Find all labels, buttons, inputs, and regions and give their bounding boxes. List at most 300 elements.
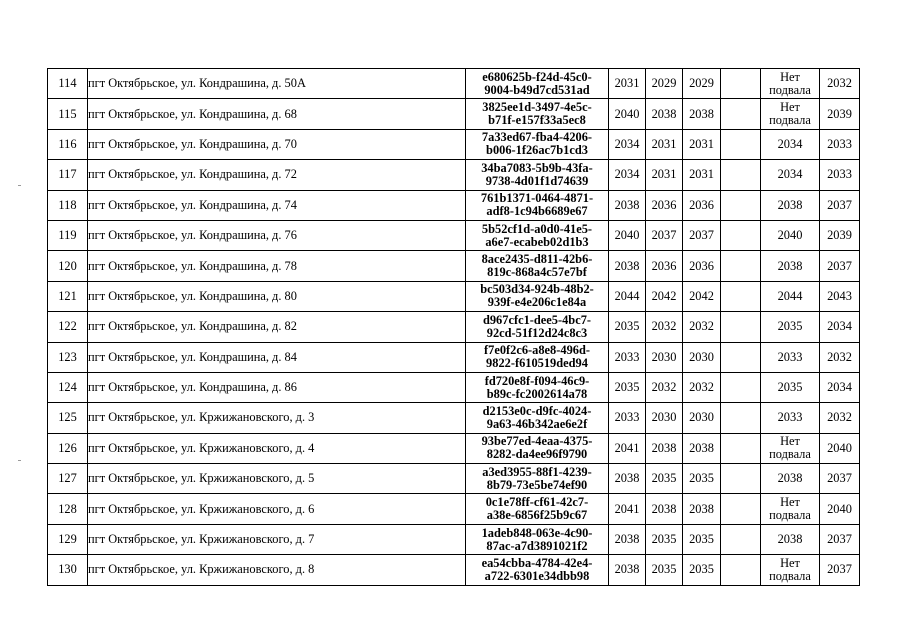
fias-guid-cell <box>466 342 609 372</box>
address-cell <box>88 99 466 129</box>
address-cell <box>88 251 466 281</box>
basement-year-cell <box>761 129 820 159</box>
cell-last: 2037 <box>827 562 852 577</box>
address-cell <box>88 190 466 220</box>
cell-n: 123 <box>58 349 77 364</box>
cell-y2: 2036 <box>651 197 677 212</box>
cell-basement-1: 2040 <box>777 228 803 243</box>
cell-y3: 2030 <box>689 410 714 425</box>
basement-year-cell <box>761 220 820 250</box>
year-cell-3 <box>683 524 721 554</box>
row-number <box>48 433 88 463</box>
cell-basement-1: Нет <box>780 69 800 84</box>
cell-address: пгт Октябрьское, ул. Кржижановского, д. 7 <box>88 532 315 547</box>
cell-last: 2037 <box>827 471 852 486</box>
cell-last: 2037 <box>827 532 852 547</box>
row-number <box>48 342 88 372</box>
basement-year-cell <box>761 281 820 311</box>
cell-basement-1: 2038 <box>777 532 803 547</box>
fias-guid-cell <box>466 190 609 220</box>
cell-address: пгт Октябрьское, ул. Кондрашина, д. 74 <box>88 197 297 212</box>
basement-year-cell <box>761 524 820 554</box>
year-cell-3 <box>683 99 721 129</box>
fias-guid-cell <box>466 433 609 463</box>
cell-last: 2037 <box>827 197 852 212</box>
empty-cell <box>721 220 761 250</box>
row-number <box>48 160 88 190</box>
year-cell-3 <box>683 342 721 372</box>
year-cell-1 <box>609 372 646 402</box>
cell-basement-1: 2038 <box>777 471 803 486</box>
table-row <box>48 372 860 402</box>
year-cell-2 <box>646 190 683 220</box>
year-cell-last <box>820 312 860 342</box>
cell-n: 127 <box>58 471 77 486</box>
cell-address: пгт Октябрьское, ул. Кондрашина, д. 68 <box>88 106 297 121</box>
cell-y2: 2032 <box>651 319 677 334</box>
year-cell-1 <box>609 524 646 554</box>
basement-year-cell <box>761 69 820 99</box>
cell-basement-1: 2038 <box>777 197 803 212</box>
cell-guid-2: a38e-6856f25b9c67 <box>486 508 588 523</box>
cell-guid-1: 5b52cf1d-a0d0-41e5- <box>481 221 593 236</box>
address-cell <box>88 129 466 159</box>
cell-address: пгт Октябрьское, ул. Кондрашина, д. 82 <box>88 319 297 334</box>
table-row <box>48 69 860 99</box>
cell-basement-1: Нет <box>780 434 800 449</box>
row-number <box>48 251 88 281</box>
cell-y3: 2035 <box>689 532 714 547</box>
basement-year-cell <box>761 464 820 494</box>
address-cell <box>88 69 466 99</box>
cell-address: пгт Октябрьское, ул. Кондрашина, д. 86 <box>88 380 297 395</box>
cell-y3: 2038 <box>689 106 714 121</box>
cell-last: 2034 <box>827 380 852 395</box>
cell-basement-1: 2034 <box>777 167 803 182</box>
cell-address: пгт Октябрьское, ул. Кржижановского, д. 6 <box>88 501 315 516</box>
year-cell-1 <box>609 129 646 159</box>
empty-cell <box>721 129 761 159</box>
table-row <box>48 160 860 190</box>
housing-registry-table <box>47 68 860 586</box>
cell-guid-2: b006-1f26ac7b1cd3 <box>486 143 588 158</box>
cell-guid-1: ea54cbba-4784-42e4- <box>481 555 593 570</box>
cell-n: 115 <box>58 106 77 121</box>
year-cell-3 <box>683 69 721 99</box>
cell-address: пгт Октябрьское, ул. Кржижановского, д. 3 <box>88 410 315 425</box>
cell-guid-1: e680625b-f24d-45c0- <box>482 69 592 84</box>
year-cell-2 <box>646 555 683 585</box>
cell-guid-1: 8ace2435-d811-42b6- <box>481 252 593 267</box>
cell-y1: 2035 <box>614 319 640 334</box>
row-number <box>48 281 88 311</box>
cell-y3: 2036 <box>689 258 714 273</box>
fias-guid-cell <box>466 464 609 494</box>
cell-basement-2: подвала <box>769 113 811 128</box>
cell-address: пгт Октябрьское, ул. Кондрашина, д. 72 <box>88 167 297 182</box>
year-cell-2 <box>646 312 683 342</box>
cell-y2: 2038 <box>651 440 677 455</box>
cell-n: 121 <box>58 288 77 303</box>
fias-guid-cell <box>466 312 609 342</box>
empty-cell <box>721 69 761 99</box>
fias-guid-cell <box>466 494 609 524</box>
cell-guid-1: 3825ee1d-3497-4e5c- <box>482 100 592 115</box>
cell-basement-1: 2033 <box>777 410 803 425</box>
cell-y3: 2031 <box>689 136 714 151</box>
cell-guid-2: adf8-1c94b6689e67 <box>486 204 588 219</box>
cell-guid-2: 8282-da4ee96f9790 <box>486 447 588 462</box>
cell-n: 124 <box>58 380 77 395</box>
cell-last: 2032 <box>827 76 852 91</box>
table-row <box>48 433 860 463</box>
fias-guid-cell <box>466 129 609 159</box>
empty-cell <box>721 160 761 190</box>
cell-last: 2040 <box>827 501 852 516</box>
address-cell <box>88 342 466 372</box>
row-number <box>48 69 88 99</box>
year-cell-last <box>820 160 860 190</box>
cell-address: пгт Октябрьское, ул. Кондрашина, д. 50А <box>88 76 306 91</box>
year-cell-2 <box>646 342 683 372</box>
cell-guid-1: 93be77ed-4eaa-4375- <box>481 434 593 449</box>
cell-basement-2: подвала <box>769 447 811 462</box>
cell-basement-1: 2044 <box>777 288 803 303</box>
cell-address: пгт Октябрьское, ул. Кондрашина, д. 78 <box>88 258 297 273</box>
table-row <box>48 220 860 250</box>
cell-basement-2: подвала <box>769 82 811 97</box>
cell-y1: 2033 <box>614 410 640 425</box>
cell-guid-2: 87ac-a7d3891021f2 <box>486 538 588 553</box>
year-cell-2 <box>646 251 683 281</box>
cell-guid-1: 7a33ed67-fba4-4206- <box>481 130 593 145</box>
table-row <box>48 403 860 433</box>
address-cell <box>88 555 466 585</box>
cell-n: 128 <box>58 501 77 516</box>
row-number <box>48 524 88 554</box>
cell-basement-1: 2038 <box>777 258 803 273</box>
cell-last: 2032 <box>827 410 852 425</box>
year-cell-3 <box>683 160 721 190</box>
cell-guid-2: a722-6301e34dbb98 <box>484 568 590 583</box>
table-row <box>48 99 860 129</box>
cell-n: 130 <box>58 562 77 577</box>
address-cell <box>88 220 466 250</box>
year-cell-3 <box>683 494 721 524</box>
table-row <box>48 555 860 585</box>
year-cell-1 <box>609 99 646 129</box>
address-cell <box>88 372 466 402</box>
row-number <box>48 403 88 433</box>
fias-guid-cell <box>466 220 609 250</box>
year-cell-3 <box>683 190 721 220</box>
basement-year-cell <box>761 555 820 585</box>
table-row <box>48 524 860 554</box>
empty-cell <box>721 433 761 463</box>
cell-basement-1: Нет <box>780 495 800 510</box>
table-row <box>48 251 860 281</box>
empty-cell <box>721 312 761 342</box>
year-cell-3 <box>683 251 721 281</box>
empty-cell <box>721 99 761 129</box>
year-cell-last <box>820 555 860 585</box>
table-row <box>48 190 860 220</box>
year-cell-last <box>820 524 860 554</box>
year-cell-1 <box>609 312 646 342</box>
cell-y2: 2037 <box>651 228 677 243</box>
scan-mark <box>18 185 21 186</box>
cell-y2: 2035 <box>651 471 677 486</box>
year-cell-last <box>820 372 860 402</box>
fias-guid-cell <box>466 403 609 433</box>
year-cell-last <box>820 69 860 99</box>
cell-basement-1: 2035 <box>777 319 803 334</box>
year-cell-last <box>820 494 860 524</box>
year-cell-last <box>820 281 860 311</box>
basement-year-cell <box>761 494 820 524</box>
empty-cell <box>721 372 761 402</box>
cell-y1: 2038 <box>614 471 640 486</box>
year-cell-3 <box>683 220 721 250</box>
fias-guid-cell <box>466 555 609 585</box>
cell-y1: 2033 <box>614 349 640 364</box>
cell-guid-1: d2153e0c-d9fc-4024- <box>482 403 592 418</box>
address-cell <box>88 312 466 342</box>
cell-y2: 2035 <box>651 562 677 577</box>
cell-y1: 2040 <box>614 106 640 121</box>
row-number <box>48 312 88 342</box>
year-cell-last <box>820 190 860 220</box>
address-cell <box>88 403 466 433</box>
cell-y2: 2030 <box>651 349 677 364</box>
cell-y3: 2032 <box>689 380 714 395</box>
cell-y3: 2038 <box>689 501 714 516</box>
table-row <box>48 281 860 311</box>
cell-guid-2: 939f-e4e206c1e84a <box>487 295 587 310</box>
year-cell-2 <box>646 403 683 433</box>
cell-last: 2039 <box>827 106 852 121</box>
cell-y1: 2038 <box>614 197 640 212</box>
cell-n: 119 <box>58 228 77 243</box>
cell-y1: 2038 <box>614 562 640 577</box>
cell-address: пгт Октябрьское, ул. Кржижановского, д. 4 <box>88 440 315 455</box>
year-cell-2 <box>646 160 683 190</box>
cell-y3: 2031 <box>689 167 714 182</box>
year-cell-1 <box>609 190 646 220</box>
row-number <box>48 220 88 250</box>
cell-y1: 2040 <box>614 228 640 243</box>
year-cell-1 <box>609 464 646 494</box>
year-cell-2 <box>646 99 683 129</box>
cell-y2: 2035 <box>651 532 677 547</box>
cell-y1: 2044 <box>614 288 640 303</box>
cell-guid-2: 819c-868a4c57e7bf <box>487 265 587 280</box>
cell-n: 122 <box>58 319 77 334</box>
address-cell <box>88 160 466 190</box>
cell-y1: 2035 <box>614 380 640 395</box>
year-cell-3 <box>683 464 721 494</box>
year-cell-2 <box>646 524 683 554</box>
cell-guid-1: f7e0f2c6-a8e8-496d- <box>484 343 590 358</box>
year-cell-last <box>820 99 860 129</box>
basement-year-cell <box>761 190 820 220</box>
cell-y1: 2038 <box>614 532 640 547</box>
cell-basement-1: 2033 <box>777 349 803 364</box>
cell-y2: 2038 <box>651 106 677 121</box>
table-row <box>48 494 860 524</box>
cell-last: 2033 <box>827 136 852 151</box>
basement-year-cell <box>761 312 820 342</box>
cell-y3: 2029 <box>689 76 714 91</box>
cell-guid-1: 34ba7083-5b9b-43fa- <box>481 160 593 175</box>
cell-last: 2032 <box>827 349 852 364</box>
cell-guid-1: 761b1371-0464-4871- <box>480 191 594 206</box>
scan-mark <box>18 460 21 461</box>
year-cell-2 <box>646 372 683 402</box>
address-cell <box>88 464 466 494</box>
cell-guid-1: a3ed3955-88f1-4239- <box>482 464 592 479</box>
cell-y1: 2031 <box>614 76 640 91</box>
cell-guid-2: b89c-fc2002614a78 <box>486 386 588 401</box>
cell-last: 2034 <box>827 319 852 334</box>
cell-n: 118 <box>58 197 77 212</box>
cell-guid-1: 1adeb848-063e-4c90- <box>481 525 593 540</box>
cell-last: 2033 <box>827 167 852 182</box>
cell-guid-2: 9004-b49d7cd531ad <box>484 82 590 97</box>
cell-n: 114 <box>58 76 77 91</box>
cell-y2: 2030 <box>651 410 677 425</box>
cell-address: пгт Октябрьское, ул. Кржижановского, д. 5 <box>88 471 315 486</box>
cell-basement-2: подвала <box>769 568 811 583</box>
year-cell-last <box>820 251 860 281</box>
year-cell-2 <box>646 129 683 159</box>
year-cell-2 <box>646 220 683 250</box>
basement-year-cell <box>761 372 820 402</box>
year-cell-last <box>820 220 860 250</box>
cell-basement-1: 2034 <box>777 136 803 151</box>
empty-cell <box>721 524 761 554</box>
basement-year-cell <box>761 251 820 281</box>
year-cell-1 <box>609 403 646 433</box>
cell-guid-2: 9738-4d01f1d74639 <box>485 173 589 188</box>
table-row <box>48 129 860 159</box>
cell-y3: 2038 <box>689 440 714 455</box>
cell-y3: 2032 <box>689 319 714 334</box>
cell-guid-2: a6e7-ecabeb02d1b3 <box>485 234 589 249</box>
table-body <box>48 69 860 586</box>
cell-guid-2: 8b79-73e5be74ef90 <box>486 477 588 492</box>
cell-y3: 2035 <box>689 562 714 577</box>
address-cell <box>88 281 466 311</box>
cell-y2: 2031 <box>651 167 677 182</box>
fias-guid-cell <box>466 99 609 129</box>
year-cell-2 <box>646 281 683 311</box>
cell-basement-2: подвала <box>769 508 811 523</box>
cell-n: 126 <box>58 440 77 455</box>
row-number <box>48 555 88 585</box>
cell-y3: 2035 <box>689 471 714 486</box>
year-cell-1 <box>609 69 646 99</box>
cell-n: 117 <box>58 167 77 182</box>
fias-guid-cell <box>466 524 609 554</box>
empty-cell <box>721 494 761 524</box>
row-number <box>48 464 88 494</box>
cell-address: пгт Октябрьское, ул. Кондрашина, д. 76 <box>88 228 297 243</box>
year-cell-last <box>820 403 860 433</box>
basement-year-cell <box>761 99 820 129</box>
empty-cell <box>721 403 761 433</box>
year-cell-3 <box>683 403 721 433</box>
year-cell-2 <box>646 464 683 494</box>
cell-y3: 2036 <box>689 197 714 212</box>
fias-guid-cell <box>466 372 609 402</box>
cell-y3: 2030 <box>689 349 714 364</box>
empty-cell <box>721 464 761 494</box>
cell-y1: 2038 <box>614 258 640 273</box>
year-cell-3 <box>683 555 721 585</box>
cell-y2: 2038 <box>651 501 677 516</box>
cell-y1: 2034 <box>614 136 640 151</box>
fias-guid-cell <box>466 69 609 99</box>
year-cell-last <box>820 342 860 372</box>
cell-n: 129 <box>58 532 77 547</box>
year-cell-3 <box>683 372 721 402</box>
table-row <box>48 342 860 372</box>
year-cell-last <box>820 129 860 159</box>
year-cell-1 <box>609 342 646 372</box>
cell-y2: 2042 <box>651 288 677 303</box>
cell-y2: 2032 <box>651 380 677 395</box>
cell-last: 2039 <box>827 228 852 243</box>
cell-guid-2: 92cd-51f12d24c8c3 <box>486 325 588 340</box>
cell-last: 2043 <box>827 288 852 303</box>
cell-y1: 2041 <box>614 501 640 516</box>
cell-last: 2037 <box>827 258 852 273</box>
basement-year-cell <box>761 342 820 372</box>
row-number <box>48 190 88 220</box>
year-cell-3 <box>683 433 721 463</box>
empty-cell <box>721 190 761 220</box>
table-row <box>48 312 860 342</box>
cell-y3: 2042 <box>689 288 714 303</box>
cell-n: 116 <box>58 136 77 151</box>
year-cell-last <box>820 433 860 463</box>
year-cell-1 <box>609 251 646 281</box>
basement-year-cell <box>761 403 820 433</box>
fias-guid-cell <box>466 160 609 190</box>
table-row <box>48 464 860 494</box>
row-number <box>48 129 88 159</box>
empty-cell <box>721 555 761 585</box>
cell-basement-1: 2035 <box>777 380 803 395</box>
year-cell-1 <box>609 433 646 463</box>
cell-n: 125 <box>58 410 77 425</box>
year-cell-2 <box>646 494 683 524</box>
basement-year-cell <box>761 433 820 463</box>
cell-basement-1: Нет <box>780 555 800 570</box>
cell-guid-2: 9822-f610519ded94 <box>486 356 588 371</box>
year-cell-1 <box>609 160 646 190</box>
cell-basement-1: Нет <box>780 100 800 115</box>
cell-guid-1: d967cfc1-dee5-4bc7- <box>482 312 592 327</box>
address-cell <box>88 494 466 524</box>
row-number <box>48 494 88 524</box>
cell-guid-1: fd720e8f-f094-46c9- <box>484 373 590 388</box>
year-cell-3 <box>683 281 721 311</box>
empty-cell <box>721 281 761 311</box>
cell-address: пгт Октябрьское, ул. Кржижановского, д. 8 <box>88 562 315 577</box>
address-cell <box>88 524 466 554</box>
